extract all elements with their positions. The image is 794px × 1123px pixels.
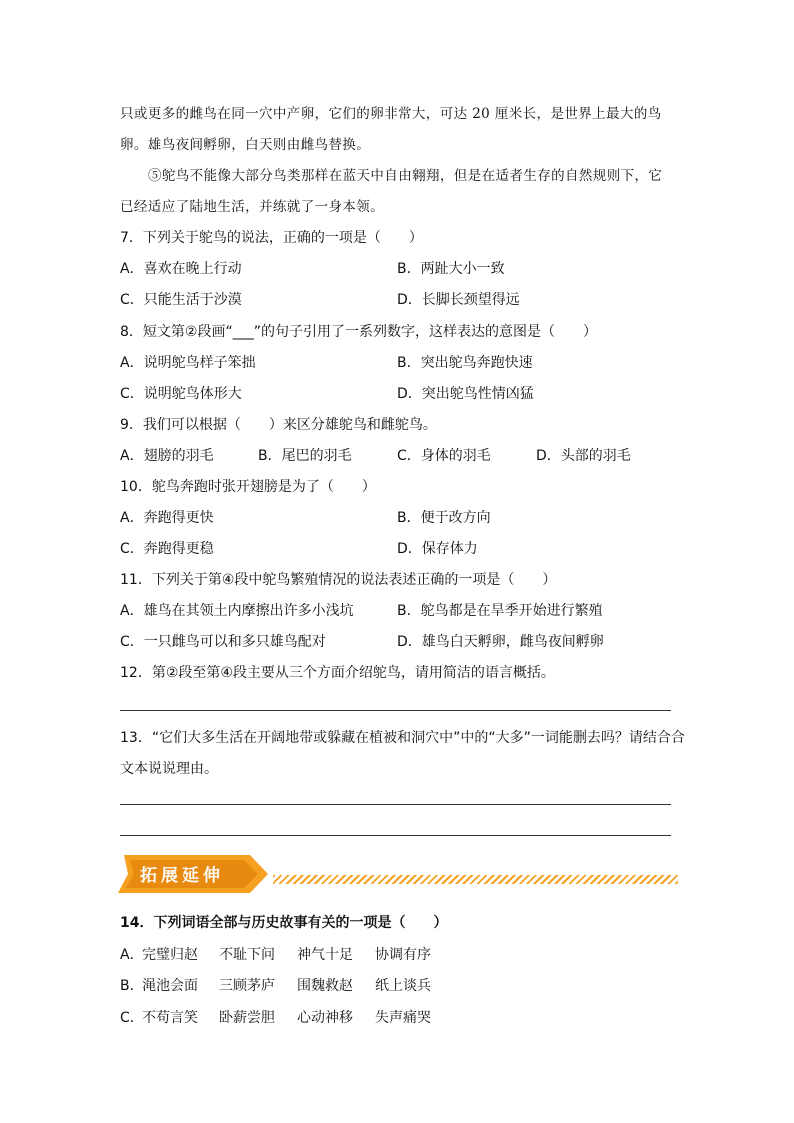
option-c[interactable]: C．只能生活于沙漠 <box>120 292 242 308</box>
option-c[interactable]: C．说明鸵鸟体形大 <box>120 386 242 402</box>
option-label: C． <box>120 1010 144 1026</box>
option-d[interactable]: D．突出鸵鸟性情凶猛 <box>397 386 534 402</box>
option-c[interactable] <box>120 1008 144 1028</box>
option-word: 三顾茅庐 <box>219 978 275 994</box>
passage-line: 只或更多的雌鸟在同一穴中产卵，它们的卵非常大，可达 20 厘米长，是世界上最大的鸟 <box>120 106 662 122</box>
question-11-stem: 11．下列关于第④段中鸵鸟繁殖情况的说法表述正确的一项是（ ） <box>120 572 557 588</box>
option-word: 协调有序 <box>375 947 431 963</box>
banner-stripes <box>273 875 678 884</box>
answer-line[interactable] <box>120 804 671 805</box>
answer-line[interactable] <box>120 710 671 711</box>
option-word: 不苟言笑 <box>142 1010 198 1026</box>
option-word: 失声痛哭 <box>375 1010 431 1026</box>
option-a[interactable]: A．喜欢在晚上行动 <box>120 261 242 277</box>
passage-line: 卵。雄鸟夜间孵卵，白天则由雌鸟替换。 <box>120 137 371 153</box>
option-label: B． <box>120 978 144 994</box>
option-b[interactable]: B．尾巴的羽毛 <box>258 448 352 464</box>
option-b[interactable]: B．突出鸵鸟奔跑快速 <box>397 355 533 371</box>
question-13-stem: 13．“它们大多生活在开阔地带或躲藏在植被和洞穴中”中的“大多”一词能删去吗？请结合合 <box>120 730 685 746</box>
option-b[interactable]: B．两趾大小一致 <box>397 261 505 277</box>
passage-line: ⑤鸵鸟不能像大部分鸟类那样在蓝天中自由翱翔，但是在适者生存的自然规则下，它 <box>148 168 663 184</box>
question-9-stem: 9．我们可以根据（ ）来区分雄鸵鸟和雌鸵鸟。 <box>120 417 437 433</box>
option-word: 纸上谈兵 <box>375 978 431 994</box>
passage-line: 已经适应了陆地生活，并练就了一身本领。 <box>120 199 385 215</box>
option-a[interactable] <box>120 945 144 965</box>
option-word: 卧薪尝胆 <box>219 1010 275 1026</box>
question-10-stem: 10．鸵鸟奔跑时张开翅膀是为了（ ） <box>120 479 376 495</box>
option-a[interactable]: A．翅膀的羽毛 <box>120 448 214 464</box>
option-b[interactable]: B．鸵鸟都是在旱季开始进行繁殖 <box>397 603 603 619</box>
question-14-stem: 14．下列词语全部与历史故事有关的一项是（ ） <box>120 915 448 931</box>
question-12-stem: 12．第②段至第④段主要从三个方面介绍鸵鸟，请用简洁的语言概括。 <box>120 665 555 681</box>
option-d[interactable]: D．头部的羽毛 <box>536 448 631 464</box>
option-c[interactable]: C．奔跑得更稳 <box>120 541 214 557</box>
question-8-stem: 8．短文第②段画“___”的句子引用了一系列数字，这样表达的意图是（ ） <box>120 324 597 340</box>
option-a[interactable]: A．说明鸵鸟样子笨拙 <box>120 355 256 371</box>
option-d[interactable]: D．保存体力 <box>397 541 478 557</box>
option-a[interactable]: A．雄鸟在其领土内摩擦出许多小浅坑 <box>120 603 354 619</box>
option-word: 不耻下问 <box>219 947 275 963</box>
option-word: 神气十足 <box>297 947 353 963</box>
option-b[interactable]: B．便于改方向 <box>397 510 491 526</box>
question-13-stem-cont: 文本说说理由。 <box>120 761 218 777</box>
question-7-stem: 7．下列关于鸵鸟的说法，正确的一项是（ ） <box>120 230 423 246</box>
option-word: 围魏救赵 <box>297 978 353 994</box>
option-d[interactable]: D．雄鸟白天孵卵，雌鸟夜间孵卵 <box>397 634 604 650</box>
option-word: 心动神移 <box>297 1010 353 1026</box>
option-c[interactable]: C．一只雌鸟可以和多只雄鸟配对 <box>120 634 326 650</box>
option-d[interactable]: D．长脚长颈望得远 <box>397 292 520 308</box>
section-banner <box>118 855 678 893</box>
section-title: 拓展延伸 <box>140 866 224 886</box>
option-word: 渑池会面 <box>142 978 198 994</box>
answer-line[interactable] <box>120 835 671 836</box>
option-a[interactable]: A．奔跑得更快 <box>120 510 214 526</box>
option-word: 完璧归赵 <box>142 947 198 963</box>
option-label: A． <box>120 947 144 963</box>
option-c[interactable]: C．身体的羽毛 <box>397 448 491 464</box>
option-b[interactable] <box>120 976 144 996</box>
